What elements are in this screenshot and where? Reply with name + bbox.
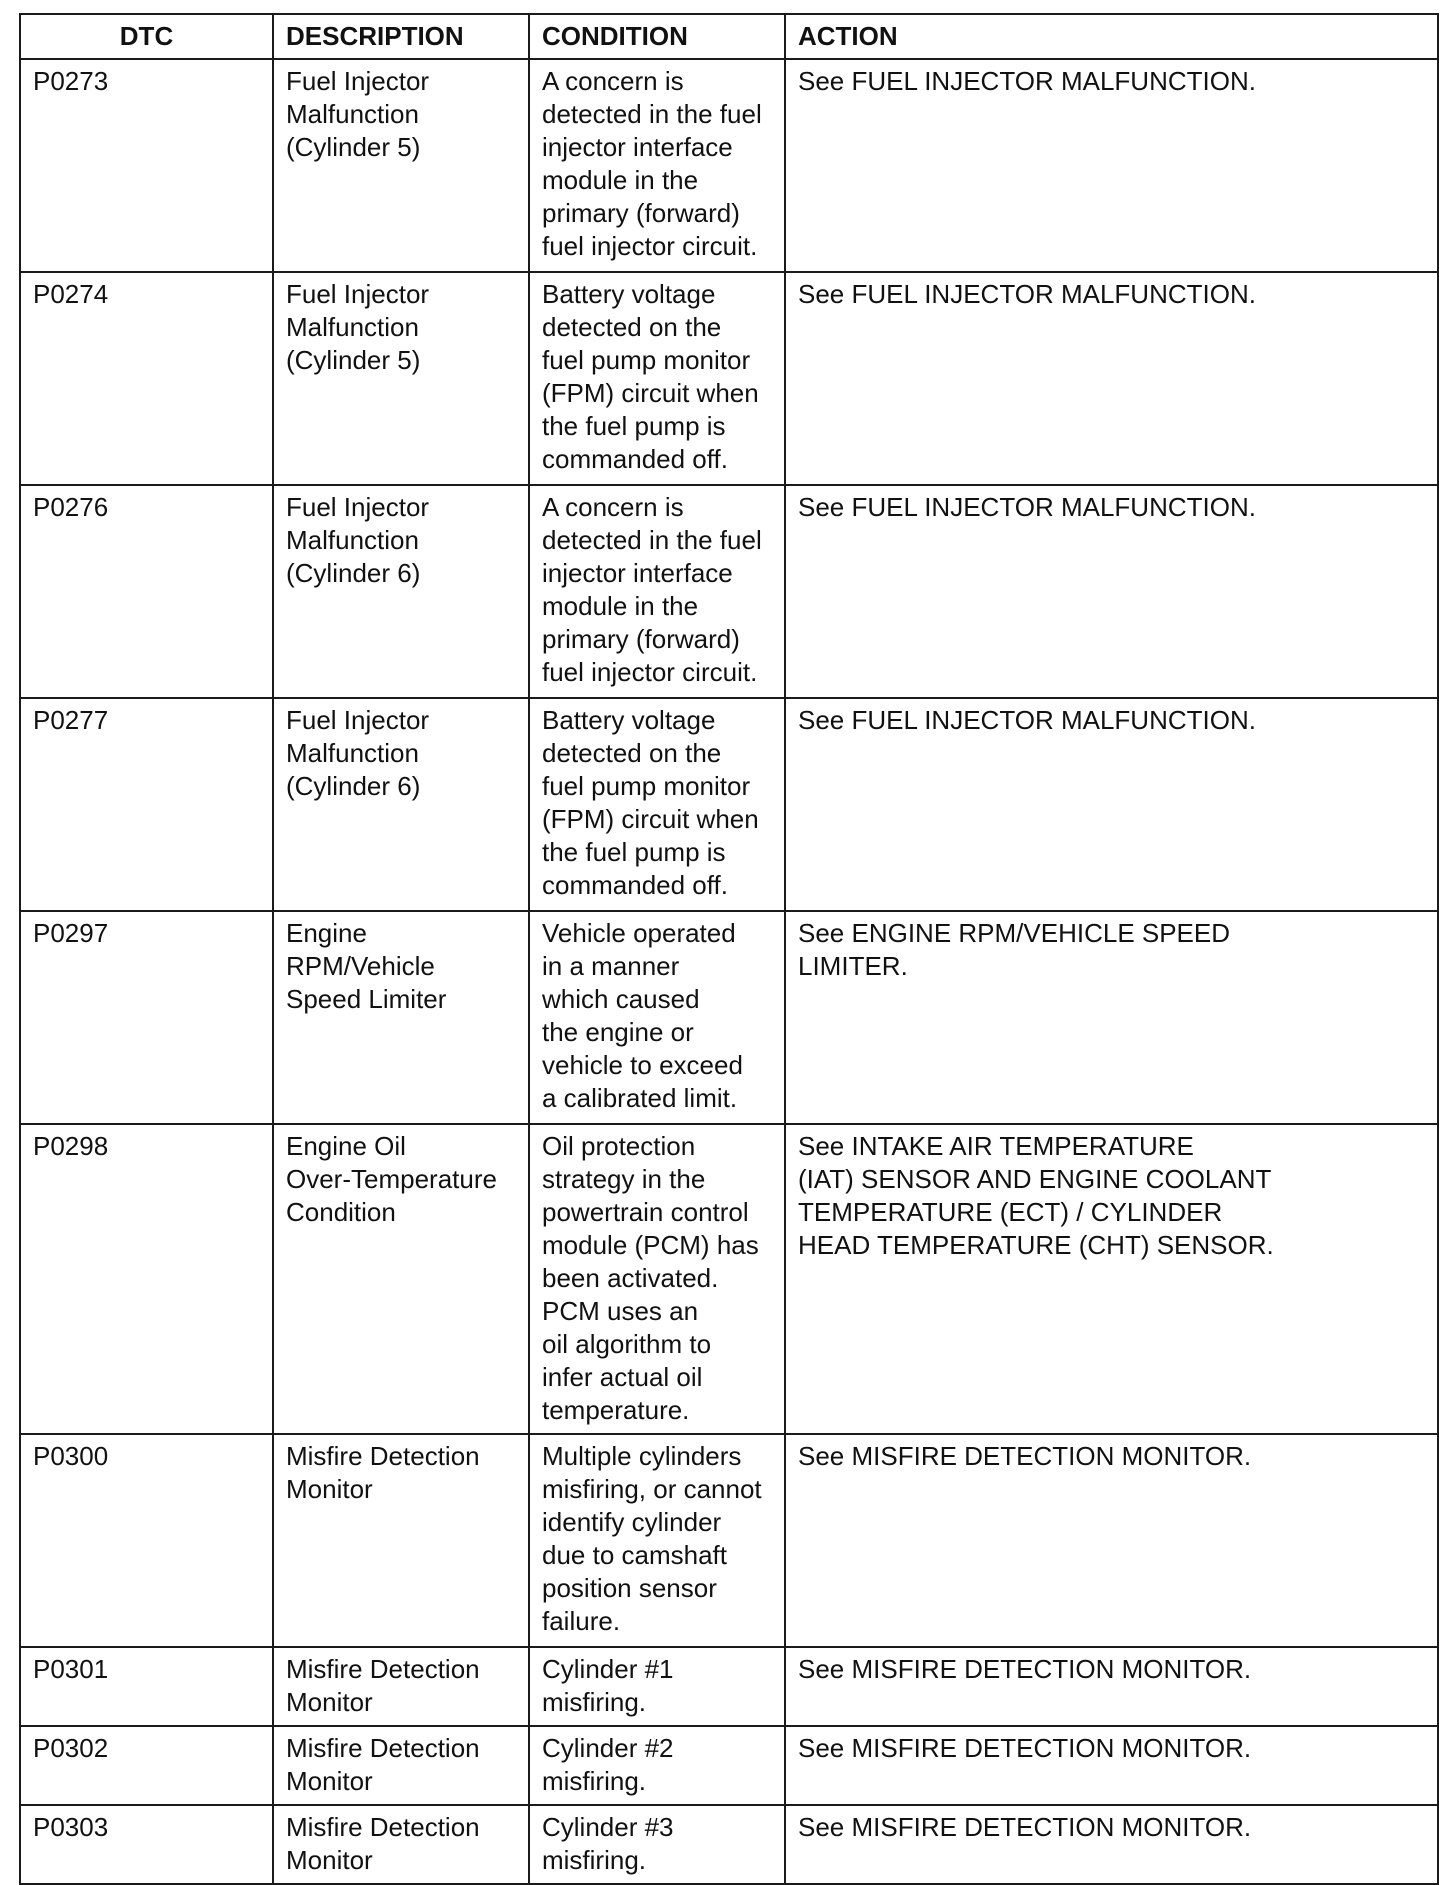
cell-description [273, 1805, 529, 1884]
cell-description [273, 272, 529, 485]
dtc-code: P0297 [33, 918, 109, 948]
cell-condition [529, 1726, 785, 1805]
table-row [20, 911, 1438, 1124]
dtc-code: P0274 [33, 279, 109, 309]
cell-description [273, 485, 529, 698]
header-dtc: DTC [20, 14, 273, 59]
dtc-condition: A concern is detected in the fuel injector interface module in the primary (forward) fuel injector circuit. [542, 492, 762, 687]
dtc-condition: Cylinder #2 misfiring. [542, 1733, 674, 1796]
dtc-condition: Battery voltage detected on the fuel pump monitor (FPM) circuit when the fuel pump is commanded off. [542, 705, 759, 900]
table-row [20, 1124, 1438, 1434]
table-row [20, 1805, 1438, 1884]
dtc-description: Misfire Detection Monitor [286, 1441, 480, 1504]
table-row [20, 1647, 1438, 1726]
dtc-condition: Battery voltage detected on the fuel pump monitor (FPM) circuit when the fuel pump is commanded off. [542, 279, 759, 474]
dtc-description: Misfire Detection Monitor [286, 1654, 480, 1717]
dtc-description: Fuel Injector Malfunction (Cylinder 5) [286, 66, 430, 162]
dtc-code: P0277 [33, 705, 109, 735]
cell-dtc [20, 698, 273, 911]
dtc-action: See FUEL INJECTOR MALFUNCTION. [798, 279, 1256, 309]
table-row [20, 485, 1438, 698]
cell-condition [529, 272, 785, 485]
cell-action [785, 485, 1438, 698]
dtc-document-page [19, 13, 1437, 1885]
dtc-description: Fuel Injector Malfunction (Cylinder 6) [286, 705, 430, 801]
dtc-action: See ENGINE RPM/VEHICLE SPEED LIMITER. [798, 918, 1231, 981]
cell-dtc [20, 1124, 273, 1434]
cell-dtc [20, 1434, 273, 1647]
dtc-condition: Cylinder #3 misfiring. [542, 1812, 674, 1875]
cell-dtc [20, 911, 273, 1124]
table-row [20, 272, 1438, 485]
cell-dtc [20, 1647, 273, 1726]
cell-condition [529, 1805, 785, 1884]
dtc-condition: Vehicle operated in a manner which caused the engine or vehicle to exceed a calibrated limit. [542, 918, 743, 1113]
cell-action [785, 272, 1438, 485]
dtc-condition: Oil protection strategy in the powertrain control module (PCM) has been activated. PCM uses an oil algorithm to infer actual oil temperature. [542, 1131, 759, 1425]
dtc-code: P0276 [33, 492, 109, 522]
dtc-action: See MISFIRE DETECTION MONITOR. [798, 1812, 1252, 1842]
dtc-action: See FUEL INJECTOR MALFUNCTION. [798, 705, 1256, 735]
cell-condition [529, 1434, 785, 1647]
cell-action [785, 698, 1438, 911]
dtc-code: P0298 [33, 1131, 109, 1161]
cell-description [273, 59, 529, 272]
dtc-description: Engine Oil Over-Temperature Condition [286, 1131, 497, 1227]
dtc-action: See MISFIRE DETECTION MONITOR. [798, 1733, 1252, 1763]
table-row [20, 59, 1438, 272]
cell-condition [529, 698, 785, 911]
dtc-action: See FUEL INJECTOR MALFUNCTION. [798, 492, 1256, 522]
cell-dtc [20, 59, 273, 272]
dtc-action: See FUEL INJECTOR MALFUNCTION. [798, 66, 1256, 96]
dtc-action: See INTAKE AIR TEMPERATURE (IAT) SENSOR AND ENGINE COOLANT TEMPERATURE (ECT) / CYLINDER HEAD TEMPERATURE (CHT) SENSOR. [798, 1131, 1274, 1260]
dtc-condition: Multiple cylinders misfiring, or cannot identify cylinder due to camshaft position sensor failure. [542, 1441, 762, 1636]
dtc-description: Fuel Injector Malfunction (Cylinder 5) [286, 279, 430, 375]
dtc-description: Misfire Detection Monitor [286, 1812, 480, 1875]
cell-condition [529, 911, 785, 1124]
table-row [20, 1434, 1438, 1647]
cell-action [785, 59, 1438, 272]
dtc-action: See MISFIRE DETECTION MONITOR. [798, 1654, 1252, 1684]
cell-action [785, 1726, 1438, 1805]
table-row [20, 1726, 1438, 1805]
dtc-description: Engine RPM/Vehicle Speed Limiter [286, 918, 447, 1014]
cell-description [273, 1434, 529, 1647]
cell-description [273, 698, 529, 911]
cell-description [273, 1124, 529, 1434]
dtc-description: Fuel Injector Malfunction (Cylinder 6) [286, 492, 430, 588]
cell-action [785, 1434, 1438, 1647]
table-header-row [20, 14, 1438, 59]
cell-condition [529, 1647, 785, 1726]
cell-description [273, 911, 529, 1124]
cell-condition [529, 59, 785, 272]
dtc-condition: Cylinder #1 misfiring. [542, 1654, 674, 1717]
header-description: DESCRIPTION [273, 14, 529, 59]
cell-action [785, 1647, 1438, 1726]
cell-action [785, 1805, 1438, 1884]
dtc-code: P0301 [33, 1654, 109, 1684]
dtc-code: P0303 [33, 1812, 109, 1842]
header-action: ACTION [785, 14, 1438, 59]
dtc-code: P0273 [33, 66, 109, 96]
dtc-action: See MISFIRE DETECTION MONITOR. [798, 1441, 1252, 1471]
table-row [20, 698, 1438, 911]
cell-description [273, 1726, 529, 1805]
dtc-table [19, 13, 1439, 1885]
dtc-condition: A concern is detected in the fuel injector interface module in the primary (forward) fuel injector circuit. [542, 66, 762, 261]
cell-action [785, 1124, 1438, 1434]
cell-dtc [20, 272, 273, 485]
cell-description [273, 1647, 529, 1726]
cell-action [785, 911, 1438, 1124]
cell-condition [529, 485, 785, 698]
dtc-code: P0300 [33, 1441, 109, 1471]
dtc-description: Misfire Detection Monitor [286, 1733, 480, 1796]
header-condition: CONDITION [529, 14, 785, 59]
dtc-code: P0302 [33, 1733, 109, 1763]
cell-condition [529, 1124, 785, 1434]
cell-dtc [20, 1805, 273, 1884]
cell-dtc [20, 485, 273, 698]
cell-dtc [20, 1726, 273, 1805]
